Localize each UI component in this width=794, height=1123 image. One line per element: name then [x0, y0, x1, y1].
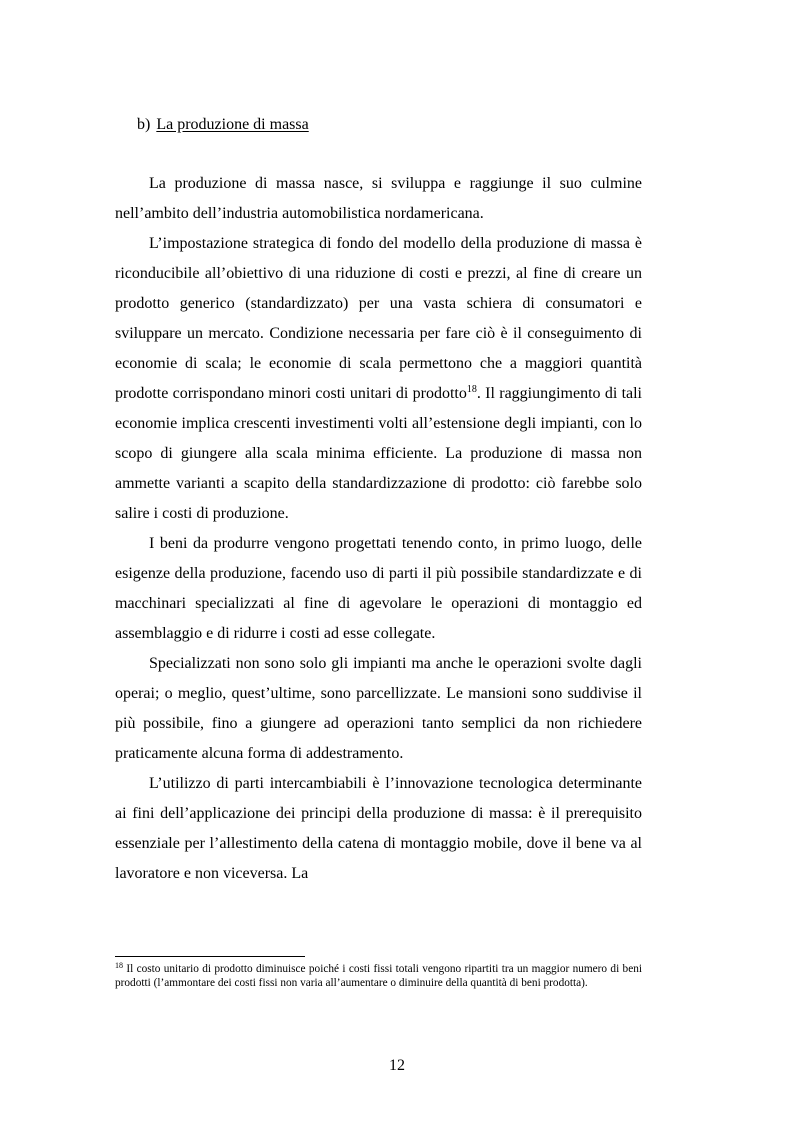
footnote-reference[interactable]: 18 — [466, 384, 477, 395]
footnote — [115, 962, 642, 990]
paragraph-5 — [115, 769, 642, 889]
section-letter: b) — [137, 116, 151, 133]
paragraph-2-text-end: . Il raggiungimento di tali economie implica crescenti investimenti volti all’estensione degli impianti, con lo scopo di giungere alla scala minima efficiente. La produzione di massa non ammette varianti a scapito della standardizzazione di prodotto: ciò farebbe solo salire i costi di produzione. — [115, 385, 643, 522]
paragraph-3-text: I beni da produrre vengono progettati tenendo conto, in primo luogo, delle esigenze della produzione, facendo uso di parti il più possibile standardizzate e di macchinari specializzati al fine di agevolare le operazioni di montaggio ed assemblaggio e di ridurre i costi ad esse collegate. — [115, 535, 642, 642]
paragraph-2 — [115, 229, 642, 529]
section-heading — [137, 114, 309, 136]
footnote-text: Il costo unitario di prodotto diminuisce poiché i costi fissi totali vengono ripartiti tra un maggior numero di beni prodotti (l’ammontare dei costi fissi non varia all’aumentare o diminuire della quantità di beni prodotta). — [115, 963, 642, 989]
page-number: 12 — [389, 1057, 405, 1074]
footnote-number: 18 — [115, 961, 123, 970]
footnote-divider — [115, 956, 305, 957]
paragraph-3 — [115, 529, 642, 649]
paragraph-1-text: La produzione di massa nasce, si sviluppa e raggiunge il suo culmine nell’ambito dell’industria automobilistica nordamericana. — [115, 175, 642, 222]
paragraph-4 — [115, 649, 642, 769]
paragraph-4-text: Specializzati non sono solo gli impianti ma anche le operazioni svolte dagli operai; o meglio, quest’ultime, sono parcellizzate. Le mansioni sono suddivise il più possibile, fino a giungere ad operazioni tanto semplici da non richiedere praticamente alcuna forma di addestramento. — [115, 655, 642, 762]
section-title: La produzione di massa — [156, 116, 309, 133]
paragraph-2-text-start: L’impostazione strategica di fondo del modello della produzione di massa è riconducibile all’obiettivo di una riduzione di costi e prezzi, al fine di creare un prodotto generico (standardizzato) per una vasta schiera di consumatori e sviluppare un mercato. Condizione necessaria per fare ciò è il conseguimento di economie di scala; le economie di scala permettono che a maggiori quantità prodotte corrispondano minori costi unitari di prodotto — [115, 235, 642, 402]
paragraph-5-text: L’utilizzo di parti intercambiabili è l’innovazione tecnologica determinante ai fini dell’applicazione dei principi della produzione di massa: è il prerequisito essenziale per l’allestimento della catena di montaggio mobile, dove il bene va al lavoratore e non viceversa. La — [115, 775, 642, 882]
body-text — [115, 169, 642, 889]
paragraph-1 — [115, 169, 642, 229]
